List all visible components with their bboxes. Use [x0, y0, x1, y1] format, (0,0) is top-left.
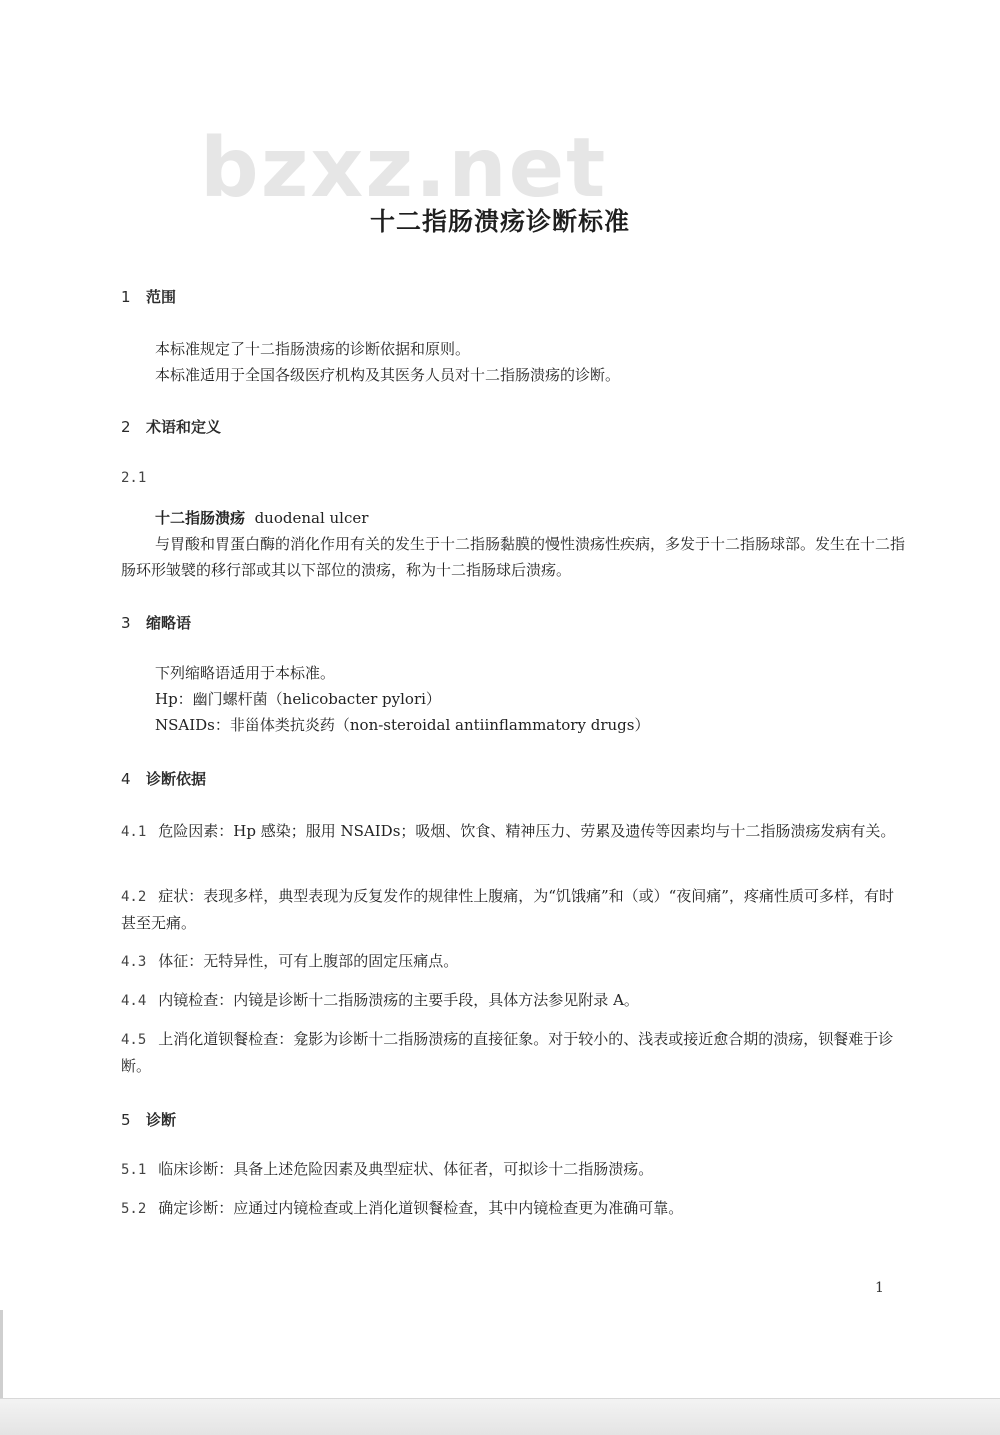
page-bottom-edge: [0, 1398, 1000, 1435]
section-number: 3: [121, 614, 131, 632]
clause-5-2: [121, 1195, 906, 1222]
clause-number: 5.1: [121, 1162, 147, 1178]
paragraph: 本标准适用于全国各级医疗机构及其医务人员对十二指肠溃疡的诊断。: [155, 366, 621, 384]
clause-4-5: [121, 1026, 906, 1079]
clause-text: 危险因素：Hp 感染；服用 NSAIDs；吸烟、饮食、精神压力、劳累及遗传等因素均与十二指肠溃疡发病有关。: [158, 822, 896, 840]
section-heading-abbreviations: [121, 612, 191, 633]
clause-text: 确定诊断：应通过内镜检查或上消化道钡餐检查，其中内镜检查更为准确可靠。: [158, 1199, 684, 1217]
clause-text: 临床诊断：具备上述危险因素及典型症状、体征者，可拟诊十二指肠溃疡。: [158, 1160, 654, 1178]
clause-4-1: [121, 818, 906, 845]
section-number: 4: [121, 770, 131, 788]
section-title: 术语和定义: [146, 418, 222, 436]
clause-text: 症状：表现多样，典型表现为反复发作的规律性上腹痛，为“饥饿痛”和（或）“夜间痛”，疼痛性质可多样，有时甚至无痛。: [121, 887, 894, 932]
paragraph: 下列缩略语适用于本标准。: [155, 664, 336, 682]
section-heading-diagnosis: [121, 1109, 176, 1130]
clause-number: 4.4: [121, 993, 147, 1009]
clause-4-4: [121, 987, 906, 1014]
section-heading-terms: [121, 416, 221, 437]
clause-5-1: [121, 1156, 906, 1183]
section-number: 2: [121, 418, 131, 436]
clause-number: 4.2: [121, 889, 147, 905]
abbreviation-hp: Hp：幽门螺杆菌（helicobacter pylori）: [155, 690, 441, 708]
section-title: 诊断依据: [146, 770, 207, 788]
scan-edge: [0, 1310, 3, 1400]
section-number: 5: [121, 1111, 131, 1129]
page-title: 十二指肠溃疡诊断标准: [369, 207, 630, 236]
section-title: 诊断: [146, 1111, 177, 1129]
section-number: 1: [121, 288, 131, 306]
term-entry: [155, 505, 368, 531]
section-title: 缩略语: [146, 614, 192, 632]
clause-text: 体征：无特异性，可有上腹部的固定压痛点。: [158, 952, 459, 970]
section-title: 范围: [146, 288, 177, 306]
abbreviation-nsaids: NSAIDs：非甾体类抗炎药（non-steroidal antiinflammatory drugs）: [155, 716, 650, 734]
clause-4-3: [121, 948, 906, 975]
section-heading-basis: [121, 768, 206, 789]
clause-number: 4.5: [121, 1032, 147, 1048]
term-english: duodenal ulcer: [254, 509, 369, 527]
paragraph: 本标准规定了十二指肠溃疡的诊断依据和原则。: [155, 340, 471, 358]
clause-number: 4.1: [121, 824, 147, 840]
page-number: 1: [875, 1280, 884, 1296]
clause-text: 上消化道钡餐检查：龛影为诊断十二指肠溃疡的直接征象。对于较小的、浅表或接近愈合期的溃疡，钡餐难于诊断。: [121, 1030, 894, 1075]
clause-number: 4.3: [121, 954, 147, 970]
clause-number: 5.2: [121, 1201, 147, 1217]
clause-4-2: [121, 883, 906, 936]
section-heading-scope: [121, 286, 176, 307]
clause-text: 内镜检查：内镜是诊断十二指肠溃疡的主要手段，具体方法参见附录 A。: [158, 991, 639, 1009]
subsection-number: 2.1: [121, 470, 147, 486]
term-chinese: 十二指肠溃疡: [155, 509, 246, 527]
term-definition: 与胃酸和胃蛋白酶的消化作用有关的发生于十二指肠黏膜的慢性溃疡性疾病，多发于十二指肠球部。发生在十二指肠环形皱襞的移行部或其以下部位的溃疡，称为十二指肠球后溃疡。: [121, 535, 906, 579]
watermark: bzxz.net: [200, 121, 608, 216]
